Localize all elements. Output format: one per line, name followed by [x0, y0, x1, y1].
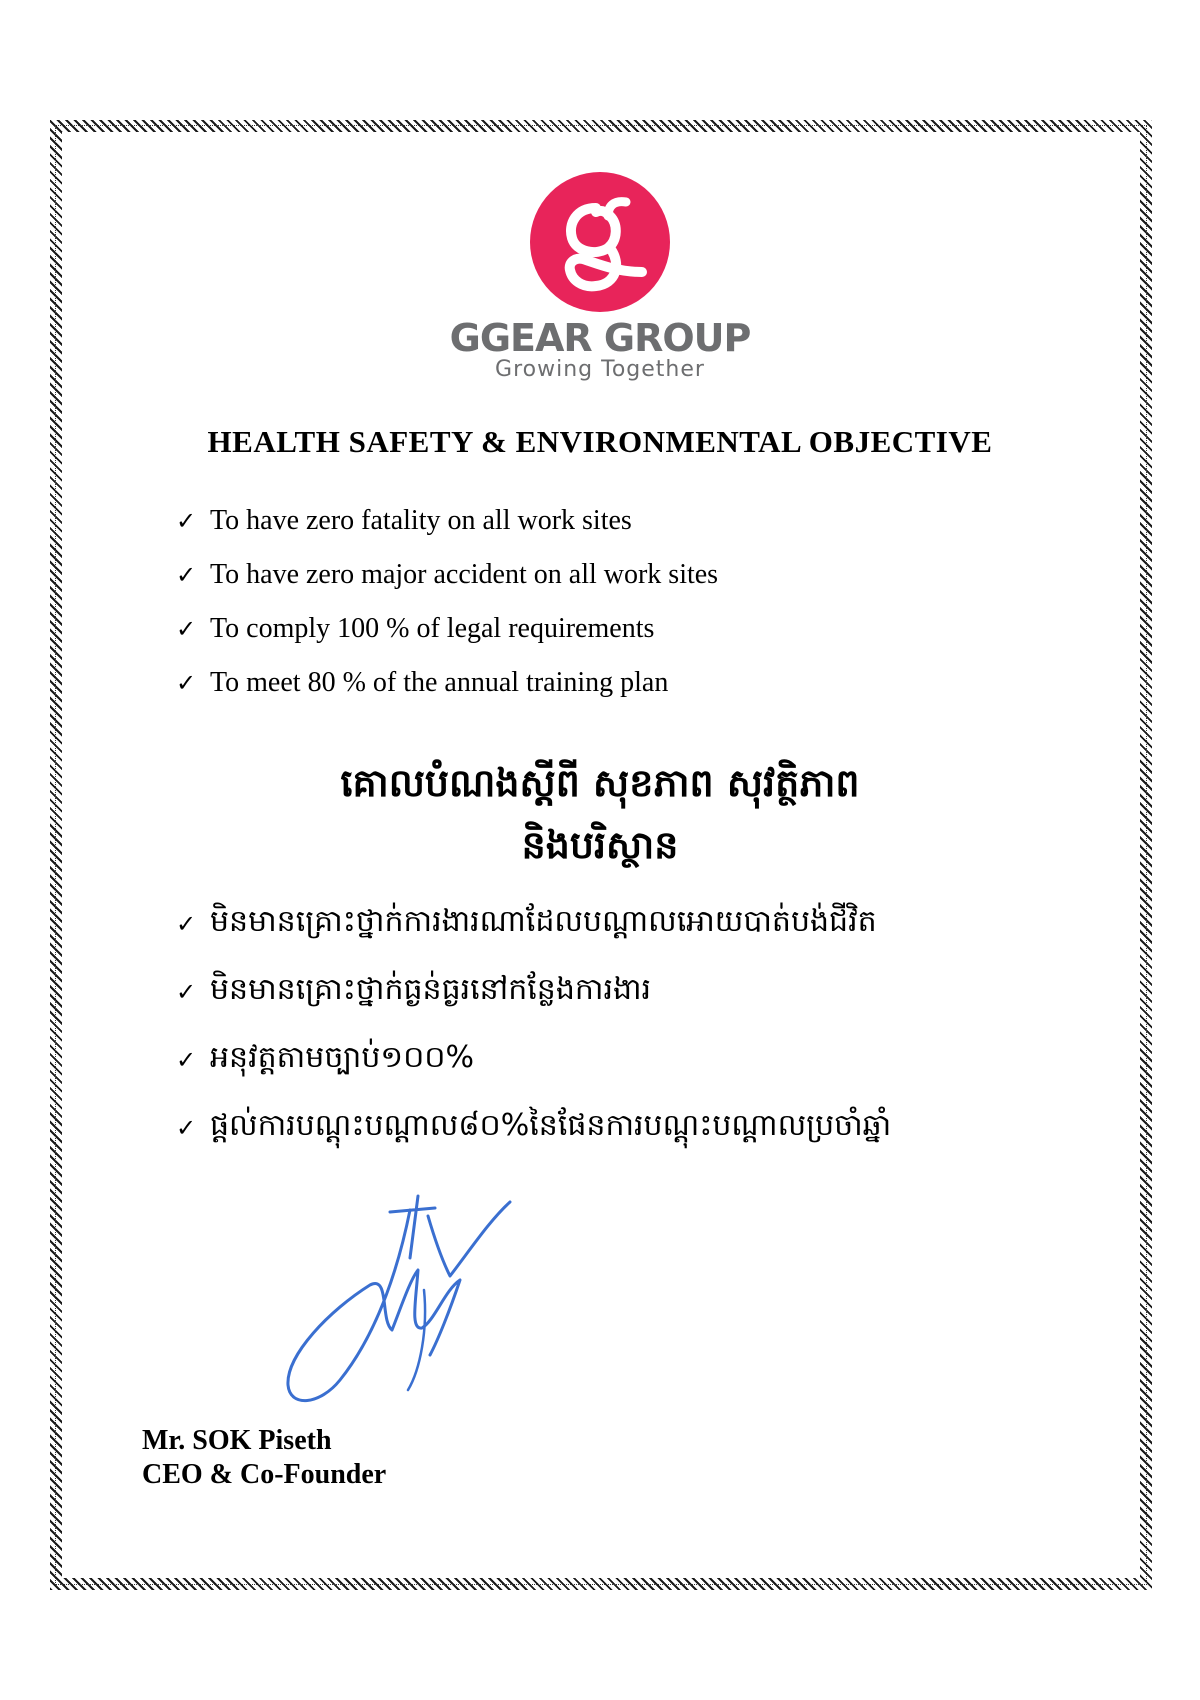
khmer-title — [0, 752, 1200, 876]
list-item — [176, 1094, 891, 1162]
khmer-title-line-2: និងបរិស្ថាន — [521, 823, 679, 867]
khmer-title-line-1: គោលបំណងស្ដីពី សុខភាព សុវត្ថិភាព — [340, 761, 860, 805]
check-icon: ✓ — [176, 1046, 197, 1074]
check-icon: ✓ — [176, 615, 197, 643]
list-item — [176, 548, 718, 602]
signatory-block — [142, 1424, 386, 1492]
check-icon: ✓ — [176, 507, 197, 535]
list-item — [176, 602, 718, 656]
list-item — [176, 494, 718, 548]
check-icon: ✓ — [176, 561, 197, 589]
check-icon: ✓ — [176, 978, 197, 1006]
list-item — [176, 656, 718, 710]
objective-text-km: ផ្ដល់ការបណ្ដុះបណ្ដាល៨០%នៃផែនការបណ្ដុះបណ្ដាលប្រចាំឆ្នាំ — [210, 1108, 892, 1143]
signature-image — [260, 1180, 540, 1420]
objective-text: To comply 100 % of legal requirements — [210, 613, 655, 644]
brand-name: GGEAR GROUP — [449, 316, 751, 360]
company-logo — [0, 172, 1200, 382]
list-item — [176, 1026, 891, 1094]
objectives-khmer-list — [176, 890, 891, 1162]
objective-text: To meet 80 % of the annual training plan — [210, 667, 669, 698]
check-icon: ✓ — [176, 669, 197, 697]
list-item — [176, 958, 891, 1026]
objective-text-km: អនុវត្តតាមច្បាប់១០០% — [210, 1040, 475, 1075]
document-title: HEALTH SAFETY & ENVIRONMENTAL OBJECTIVE — [207, 424, 993, 459]
objective-text: To have zero fatality on all work sites — [210, 505, 632, 536]
g-logo-icon — [530, 172, 670, 312]
check-icon: ✓ — [176, 1114, 197, 1142]
objectives-english-list — [176, 494, 718, 710]
list-item — [176, 890, 891, 958]
signatory-name: Mr. SOK Piseth — [142, 1425, 332, 1456]
objective-text-km: មិនមានគ្រោះថ្នាក់ការងារណាដែលបណ្តាលអោយបាត់បង់ជីវិត — [210, 904, 877, 939]
objective-text-km: មិនមានគ្រោះថ្នាក់ធ្ងន់ធ្ងរនៅកន្លែងការងារ — [210, 972, 652, 1007]
objective-text: To have zero major accident on all work sites — [210, 559, 719, 590]
signatory-role: CEO & Co-Founder — [142, 1459, 387, 1490]
brand-tagline: Growing Together — [495, 357, 705, 382]
check-icon: ✓ — [176, 910, 197, 938]
